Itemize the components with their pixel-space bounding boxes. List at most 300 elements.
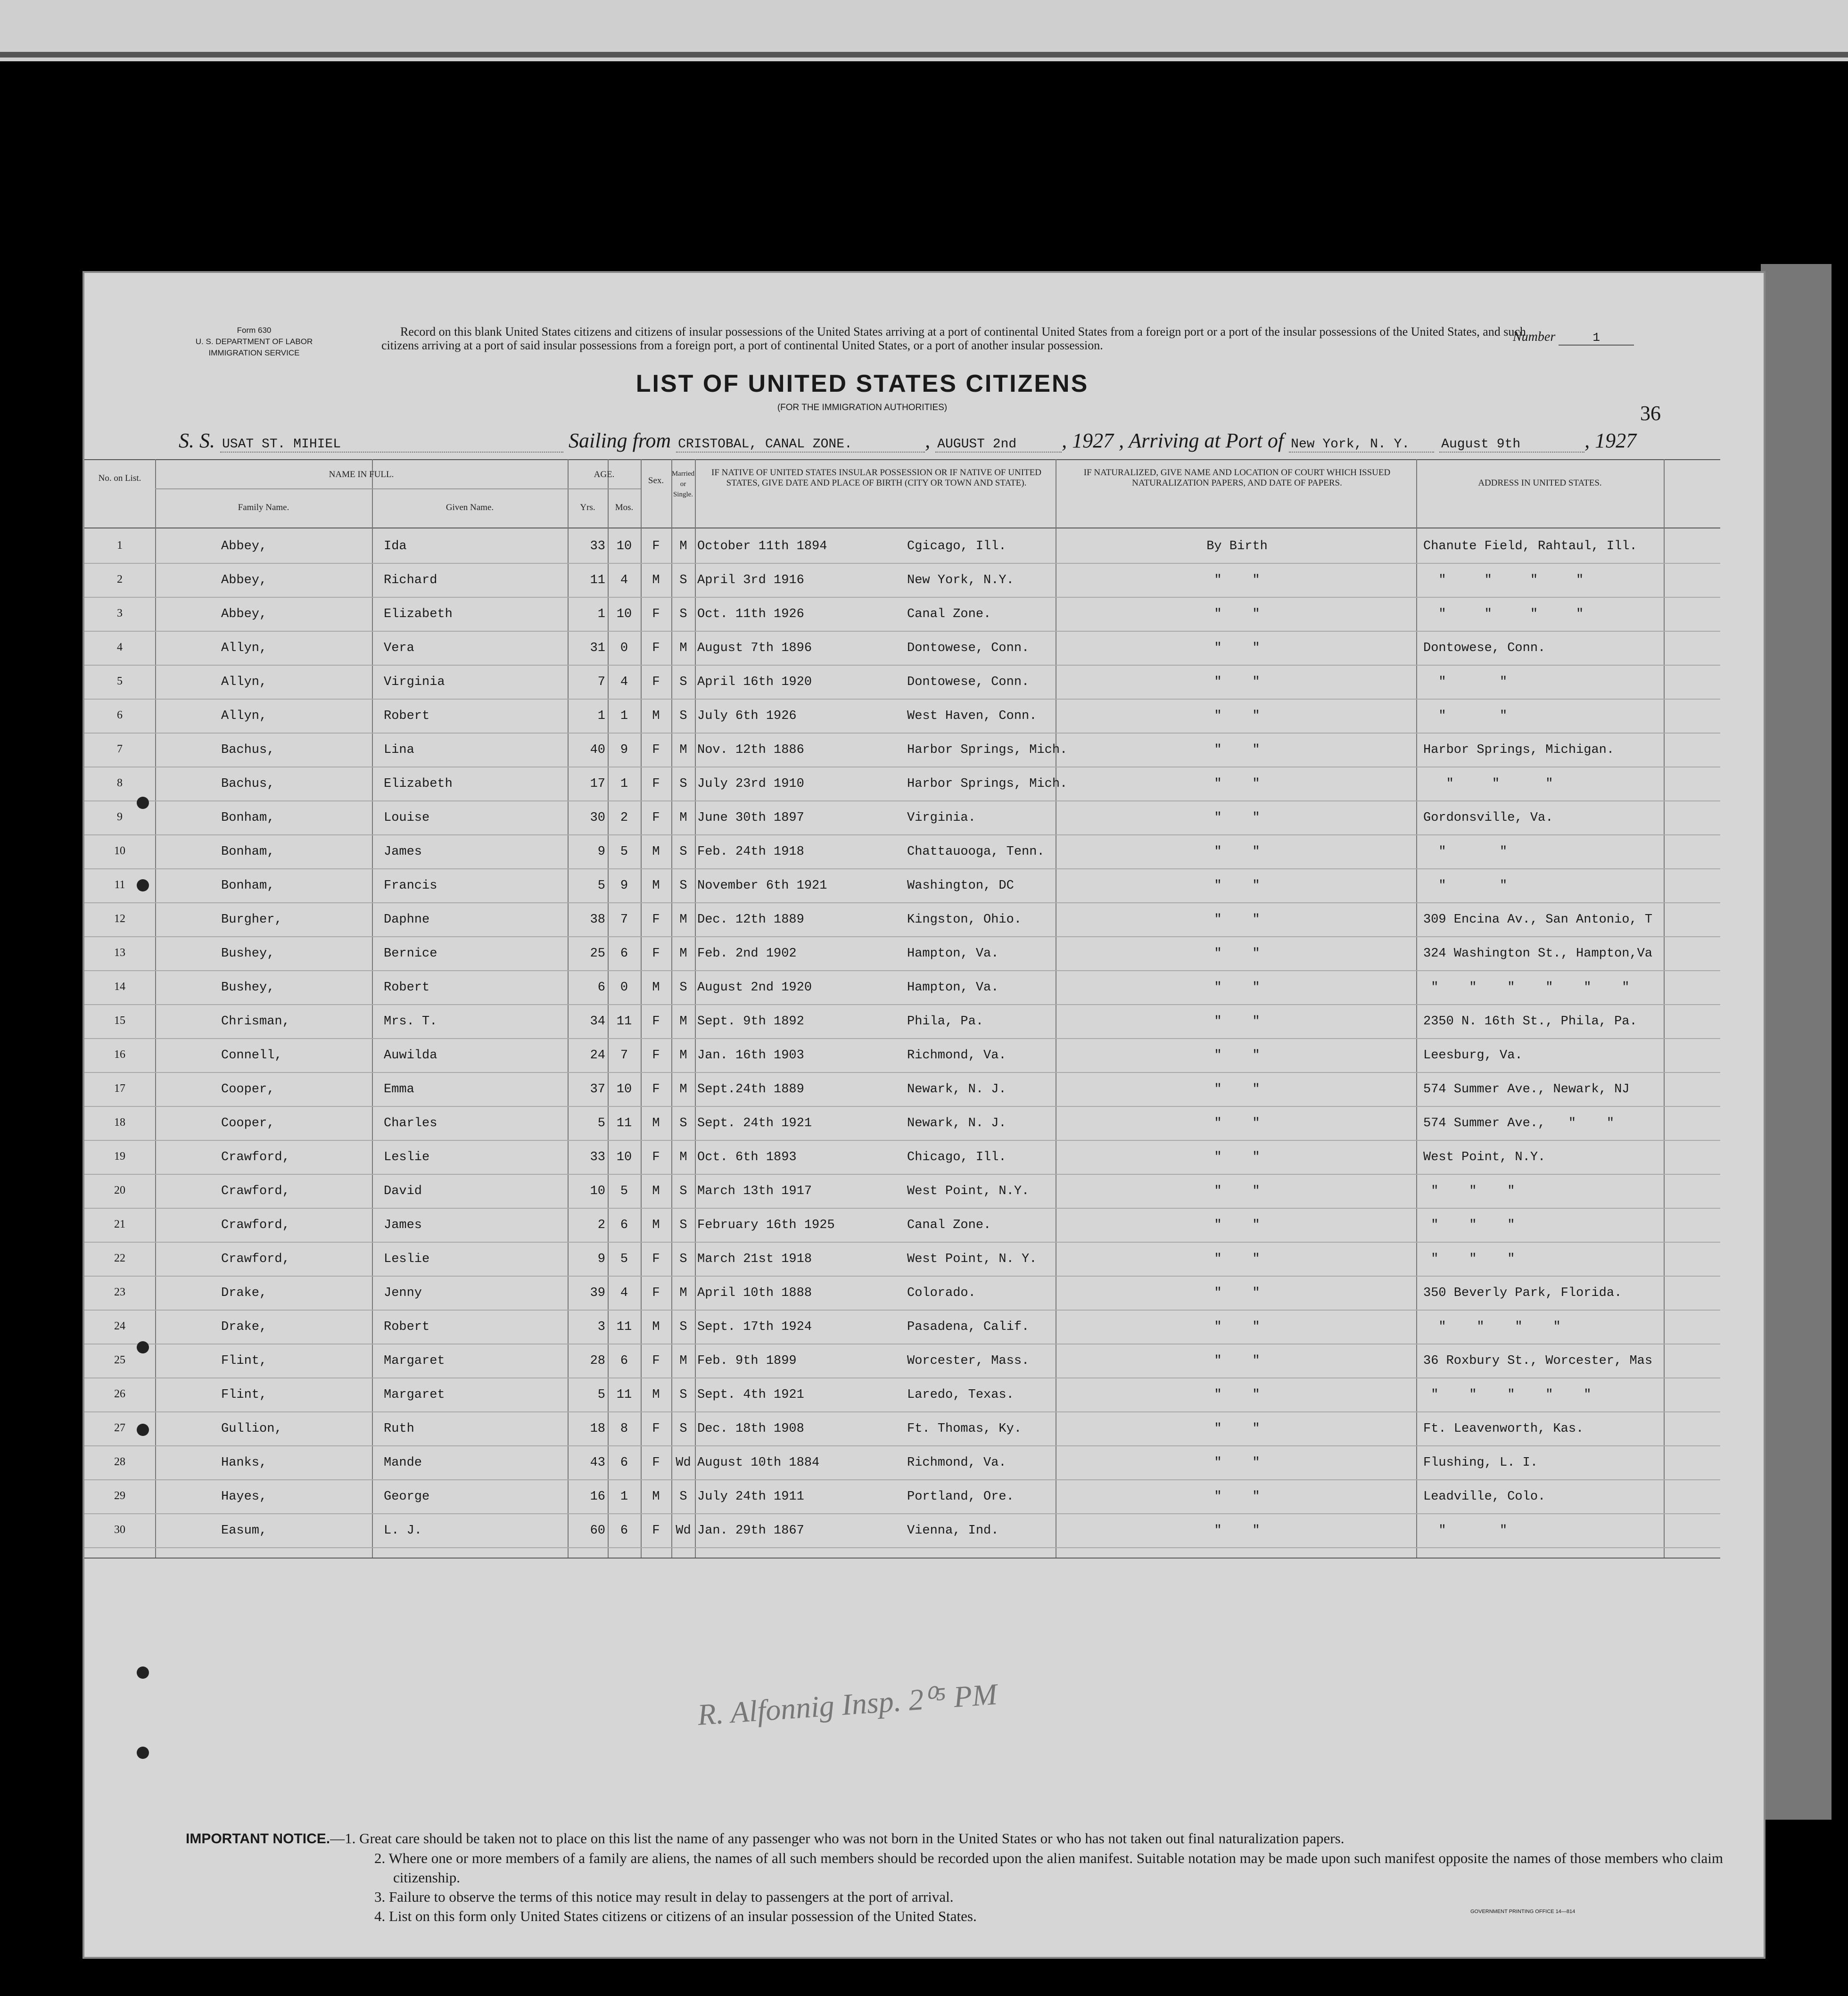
us-address: " " " (1423, 1218, 1515, 1232)
age-months: 5 (620, 845, 628, 859)
us-address: " " (1423, 879, 1508, 893)
marital-status: M (679, 811, 687, 825)
age-years: 5 (597, 879, 605, 893)
given-name: Louise (384, 811, 430, 825)
naturalization: " " (1214, 675, 1260, 689)
age-years: 37 (590, 1082, 605, 1097)
table-bottom-rule (84, 1558, 1720, 1559)
us-address: " " " " (1423, 607, 1584, 621)
family-name: Crawford, (221, 1150, 290, 1164)
row-rule (84, 1547, 1720, 1548)
table-row (84, 636, 1767, 673)
given-name: L. J. (384, 1524, 422, 1538)
naturalization: " " (1214, 947, 1260, 961)
given-name: Lina (384, 743, 414, 757)
naturalization: " " (1214, 573, 1260, 587)
us-address: " " " " " " (1423, 981, 1630, 995)
row-number: 14 (114, 981, 125, 993)
table-top-rule (84, 459, 1720, 460)
marital-status: S (679, 1388, 687, 1402)
age-months: 6 (620, 1524, 628, 1538)
birth-place: Laredo, Texas. (907, 1388, 1014, 1402)
birth-place: Harbor Springs, Mich. (907, 777, 1068, 791)
table-row (84, 1010, 1767, 1047)
notice-item: 3. Failure to observe the terms of this notice may result in delay to passengers at the port of arrival. (374, 1889, 954, 1905)
header-no: No. on List. (98, 473, 141, 483)
birth-place: Chattauooga, Tenn. (907, 845, 1045, 859)
age-years: 40 (590, 743, 605, 757)
family-name: Allyn, (221, 641, 267, 655)
family-name: Easum, (221, 1524, 267, 1538)
family-name: Bonham, (221, 811, 275, 825)
birth-date: March 21st 1918 (697, 1252, 812, 1266)
row-number: 29 (114, 1490, 125, 1502)
us-address: 2350 N. 16th St., Phila, Pa. (1423, 1014, 1637, 1029)
row-number: 11 (114, 879, 125, 891)
age-months: 6 (620, 947, 628, 961)
table-row (84, 942, 1767, 979)
family-name: Allyn, (221, 709, 267, 723)
given-name: Richard (384, 573, 437, 587)
birth-date: Sept. 9th 1892 (697, 1014, 804, 1029)
naturalization: " " (1214, 879, 1260, 893)
table-row (84, 1213, 1767, 1250)
age-months: 8 (620, 1422, 628, 1436)
birth-place: Kingston, Ohio. (907, 913, 1022, 927)
number-label: Number (1513, 330, 1556, 344)
row-rule (84, 563, 1720, 564)
birth-place: Pasadena, Calif. (907, 1320, 1030, 1334)
age-years: 9 (597, 1252, 605, 1266)
row-rule (84, 834, 1720, 835)
punch-hole (137, 1424, 149, 1436)
us-address: " " " " " (1423, 1388, 1592, 1402)
us-address: 36 Roxbury St., Worcester, Mas (1423, 1354, 1653, 1368)
header-sex: Sex. (648, 476, 664, 486)
sex: F (652, 607, 660, 621)
row-rule (84, 1140, 1720, 1141)
birth-date: August 10th 1884 (697, 1456, 820, 1470)
age-years: 7 (597, 675, 605, 689)
age-years: 9 (597, 845, 605, 859)
birth-date: April 10th 1888 (697, 1286, 812, 1300)
us-address: 309 Encina Av., San Antonio, T (1423, 913, 1653, 927)
sex: F (652, 675, 660, 689)
birth-place: Hampton, Va. (907, 981, 999, 995)
family-name: Bushey, (221, 981, 275, 995)
service-name: IMMIGRATION SERVICE (208, 348, 300, 357)
age-years: 33 (590, 1150, 605, 1164)
sex: F (652, 1082, 660, 1097)
given-name: James (384, 1218, 422, 1232)
marital-status: Wd (676, 1524, 691, 1538)
header-address: ADDRESS IN UNITED STATES. (1478, 478, 1602, 488)
sex: F (652, 539, 660, 553)
family-name: Drake, (221, 1320, 267, 1334)
us-address: " " (1423, 1524, 1508, 1538)
given-name: Elizabeth (384, 607, 453, 621)
row-rule (84, 1004, 1720, 1005)
naturalization: " " (1214, 709, 1260, 723)
table-row (84, 1519, 1767, 1556)
row-rule (84, 800, 1720, 801)
sex: F (652, 1014, 660, 1029)
naturalization: " " (1214, 981, 1260, 995)
age-months: 10 (616, 1082, 632, 1097)
list-number (1513, 330, 1749, 346)
row-rule (84, 597, 1720, 598)
table-row (84, 976, 1767, 1013)
birth-date: Oct. 11th 1926 (697, 607, 804, 621)
given-name: George (384, 1490, 430, 1504)
naturalization: " " (1214, 743, 1260, 757)
age-months: 11 (616, 1014, 632, 1029)
age-years: 31 (590, 641, 605, 655)
departure-port: CRISTOBAL, CANAL ZONE. (676, 437, 925, 453)
department-name: U. S. DEPARTMENT OF LABOR (195, 337, 313, 346)
row-rule (84, 1174, 1720, 1175)
row-number: 26 (114, 1388, 125, 1400)
birth-place: West Haven, Conn. (907, 709, 1037, 723)
table-row (84, 772, 1767, 809)
age-years: 24 (590, 1048, 605, 1063)
marital-status: Wd (676, 1456, 691, 1470)
header-name-in-full: NAME IN FULL. (329, 470, 394, 479)
birth-date: Oct. 6th 1893 (697, 1150, 797, 1164)
family-name: Burgher, (221, 913, 282, 927)
naturalization: " " (1214, 913, 1260, 927)
birth-date: Sept. 4th 1921 (697, 1388, 804, 1402)
age-months: 7 (620, 1048, 628, 1063)
age-months: 6 (620, 1218, 628, 1232)
family-name: Crawford, (221, 1184, 290, 1198)
inspector-signature: R. Alfonnig Insp. 2⁰⁵ PM (696, 1677, 998, 1732)
departure-year: 7 (1103, 429, 1114, 452)
sex: M (652, 1320, 660, 1334)
arriving-label: , Arriving at Port of (1119, 429, 1284, 452)
naturalization: " " (1214, 1048, 1260, 1063)
table-row (84, 1451, 1767, 1488)
marital-status: S (679, 1490, 687, 1504)
birth-date: August 7th 1896 (697, 641, 812, 655)
age-months: 0 (620, 981, 628, 995)
age-subheader-rule (568, 488, 641, 489)
birth-date: Feb. 24th 1918 (697, 845, 804, 859)
birth-place: Portland, Ore. (907, 1490, 1014, 1504)
row-rule (84, 665, 1720, 666)
naturalization: " " (1214, 1082, 1260, 1097)
sex: M (652, 1490, 660, 1504)
row-rule (84, 1377, 1720, 1378)
birth-date: Dec. 12th 1889 (697, 913, 804, 927)
birth-date: February 16th 1925 (697, 1218, 835, 1232)
marital-status: S (679, 1320, 687, 1334)
adjacent-page-edge (1761, 264, 1832, 1820)
us-address: Flushing, L. I. (1423, 1456, 1538, 1470)
form-number: Form 630 (237, 326, 272, 335)
birth-date: Dec. 18th 1908 (697, 1422, 804, 1436)
naturalization: " " (1214, 1490, 1260, 1504)
age-months: 1 (620, 1490, 628, 1504)
naturalization: By Birth (1206, 539, 1268, 553)
table-row (84, 1146, 1767, 1182)
row-rule (84, 936, 1720, 937)
age-years: 1 (597, 709, 605, 723)
family-name: Bonham, (221, 845, 275, 859)
given-name: Emma (384, 1082, 414, 1097)
marital-status: M (679, 947, 687, 961)
marital-status: S (679, 1184, 687, 1198)
birth-date: April 16th 1920 (697, 675, 812, 689)
row-number: 24 (114, 1320, 125, 1332)
naturalization: " " (1214, 1524, 1260, 1538)
us-address: Chanute Field, Rahtaul, Ill. (1423, 539, 1637, 553)
table-row (84, 535, 1767, 571)
age-years: 38 (590, 913, 605, 927)
name-subheader-rule (155, 488, 568, 489)
family-name: Bushey, (221, 947, 275, 961)
row-rule (84, 733, 1720, 734)
row-number: 22 (114, 1252, 125, 1264)
family-name: Bachus, (221, 743, 275, 757)
row-rule (84, 1411, 1720, 1412)
given-name: Jenny (384, 1286, 422, 1300)
given-name: James (384, 845, 422, 859)
table-row (84, 569, 1767, 605)
birth-date: March 13th 1917 (697, 1184, 812, 1198)
given-name: Mrs. T. (384, 1014, 437, 1029)
birth-place: Cgicago, Ill. (907, 539, 1006, 553)
family-name: Bonham, (221, 879, 275, 893)
arrival-year-prefix: 192 (1595, 429, 1626, 452)
age-months: 5 (620, 1184, 628, 1198)
table-row (84, 874, 1767, 911)
us-address: Ft. Leavenworth, Kas. (1423, 1422, 1584, 1436)
marital-status: S (679, 777, 687, 791)
row-number: 7 (117, 743, 123, 755)
sex: F (652, 1150, 660, 1164)
given-name: Mande (384, 1456, 422, 1470)
sex: M (652, 573, 660, 587)
header-years: Yrs. (580, 503, 595, 512)
sex: M (652, 709, 660, 723)
given-name: Daphne (384, 913, 430, 927)
birth-place: Dontowese, Conn. (907, 675, 1030, 689)
given-name: Vera (384, 641, 414, 655)
given-name: Leslie (384, 1150, 430, 1164)
age-years: 3 (597, 1320, 605, 1334)
marital-status: S (679, 1422, 687, 1436)
sex: F (652, 811, 660, 825)
given-name: Ida (384, 539, 407, 553)
marital-status: M (679, 539, 687, 553)
given-name: Francis (384, 879, 437, 893)
table-row (84, 1383, 1767, 1420)
row-number: 1 (117, 539, 123, 552)
age-years: 34 (590, 1014, 605, 1029)
row-rule (84, 1479, 1720, 1480)
age-months: 11 (616, 1388, 632, 1402)
age-years: 39 (590, 1286, 605, 1300)
row-number: 30 (114, 1524, 125, 1536)
given-name: Margaret (384, 1388, 445, 1402)
age-years: 60 (590, 1524, 605, 1538)
sex: M (652, 981, 660, 995)
family-name: Allyn, (221, 675, 267, 689)
naturalization: " " (1214, 777, 1260, 791)
arrival-year: 7 (1626, 429, 1637, 452)
birth-place: Richmond, Va. (907, 1456, 1006, 1470)
row-number: 8 (117, 777, 123, 789)
sex: M (652, 1184, 660, 1198)
naturalization: " " (1214, 811, 1260, 825)
age-months: 4 (620, 1286, 628, 1300)
notice-lead: IMPORTANT NOTICE. (186, 1831, 330, 1847)
row-number: 28 (114, 1456, 125, 1468)
sailing-label: Sailing from (569, 429, 671, 452)
naturalization: " " (1214, 1116, 1260, 1130)
marital-status: S (679, 845, 687, 859)
birth-place: Worcester, Mass. (907, 1354, 1030, 1368)
table-row (84, 806, 1767, 843)
form-identifier (179, 325, 330, 359)
row-number: 21 (114, 1218, 125, 1230)
departure-date: AUGUST 2nd (935, 437, 1062, 453)
naturalization: " " (1214, 1252, 1260, 1266)
row-number: 3 (117, 607, 123, 619)
given-name: Leslie (384, 1252, 430, 1266)
row-number: 4 (117, 641, 123, 653)
birth-place: Harbor Springs, Mich. (907, 743, 1068, 757)
age-months: 4 (620, 573, 628, 587)
header-given-name: Given Name. (446, 503, 494, 512)
sex: F (652, 1456, 660, 1470)
marital-status: M (679, 1150, 687, 1164)
header-months: Mos. (615, 503, 634, 512)
table-row (84, 1044, 1767, 1080)
header-married-single: Married or Single. (671, 470, 695, 498)
age-years: 6 (597, 981, 605, 995)
naturalization: " " (1214, 1388, 1260, 1402)
table-row (84, 1247, 1767, 1284)
row-rule (84, 1445, 1720, 1446)
manifest-sheet (82, 271, 1766, 1959)
table-row (84, 738, 1767, 775)
table-row (84, 1315, 1767, 1352)
us-address: Dontowese, Conn. (1423, 641, 1546, 655)
family-name: Flint, (221, 1388, 267, 1402)
us-address: Harbor Springs, Michigan. (1423, 743, 1615, 757)
header-age: AGE. (594, 470, 615, 479)
family-name: Hanks, (221, 1456, 267, 1470)
us-address: " " (1423, 709, 1508, 723)
age-years: 11 (590, 573, 605, 587)
table-row (84, 1179, 1767, 1216)
marital-status: S (679, 709, 687, 723)
sex: F (652, 777, 660, 791)
given-name: Ruth (384, 1422, 414, 1436)
sex: F (652, 1524, 660, 1538)
age-years: 30 (590, 811, 605, 825)
age-years: 16 (590, 1490, 605, 1504)
sex: M (652, 845, 660, 859)
sex: F (652, 1422, 660, 1436)
us-address: Leesburg, Va. (1423, 1048, 1523, 1063)
age-months: 9 (620, 743, 628, 757)
row-number: 9 (117, 811, 123, 823)
age-months: 5 (620, 1252, 628, 1266)
age-years: 17 (590, 777, 605, 791)
row-number: 15 (114, 1014, 125, 1027)
marital-status: S (679, 1252, 687, 1266)
row-number: 6 (117, 709, 123, 721)
sex: F (652, 1252, 660, 1266)
table-row (84, 670, 1767, 707)
ss-label: S. S. (179, 429, 215, 452)
age-years: 5 (597, 1116, 605, 1130)
age-months: 1 (620, 777, 628, 791)
birth-date: Jan. 29th 1867 (697, 1524, 804, 1538)
birth-date: June 30th 1897 (697, 811, 804, 825)
naturalization: " " (1214, 607, 1260, 621)
arrival-port: New York, N. Y. (1289, 437, 1434, 453)
row-number: 19 (114, 1150, 125, 1163)
punch-hole (137, 1341, 149, 1353)
age-years: 28 (590, 1354, 605, 1368)
age-years: 5 (597, 1388, 605, 1402)
family-name: Crawford, (221, 1218, 290, 1232)
row-number: 2 (117, 573, 123, 586)
table-row (84, 1112, 1767, 1148)
naturalization: " " (1214, 845, 1260, 859)
age-months: 2 (620, 811, 628, 825)
sex: F (652, 913, 660, 927)
family-name: Cooper, (221, 1116, 275, 1130)
marital-status: S (679, 573, 687, 587)
age-months: 10 (616, 607, 632, 621)
age-months: 9 (620, 879, 628, 893)
birth-place: Newark, N. J. (907, 1116, 1006, 1130)
sex: F (652, 641, 660, 655)
birth-place: Dontowese, Conn. (907, 641, 1030, 655)
us-address: " " " " (1423, 1320, 1561, 1334)
row-number: 17 (114, 1082, 125, 1095)
sex: F (652, 743, 660, 757)
given-name: Robert (384, 709, 430, 723)
family-name: Bachus, (221, 777, 275, 791)
naturalization: " " (1214, 1286, 1260, 1300)
age-years: 18 (590, 1422, 605, 1436)
table-row (84, 1485, 1767, 1522)
age-months: 1 (620, 709, 628, 723)
punch-hole (137, 1747, 149, 1759)
birth-date: Sept. 17th 1924 (697, 1320, 812, 1334)
punch-hole (137, 879, 149, 891)
birth-place: Phila, Pa. (907, 1014, 984, 1029)
given-name: Auwilda (384, 1048, 437, 1063)
marital-status: S (679, 675, 687, 689)
us-address: 350 Beverly Park, Florida. (1423, 1286, 1622, 1300)
marital-status: M (679, 1354, 687, 1368)
row-number: 16 (114, 1048, 125, 1061)
us-address: Gordonsville, Va. (1423, 811, 1553, 825)
family-name: Chrisman, (221, 1014, 290, 1029)
naturalization: " " (1214, 641, 1260, 655)
naturalization: " " (1214, 1014, 1260, 1029)
family-name: Abbey, (221, 539, 267, 553)
row-number: 5 (117, 675, 123, 687)
row-rule (84, 1310, 1720, 1311)
